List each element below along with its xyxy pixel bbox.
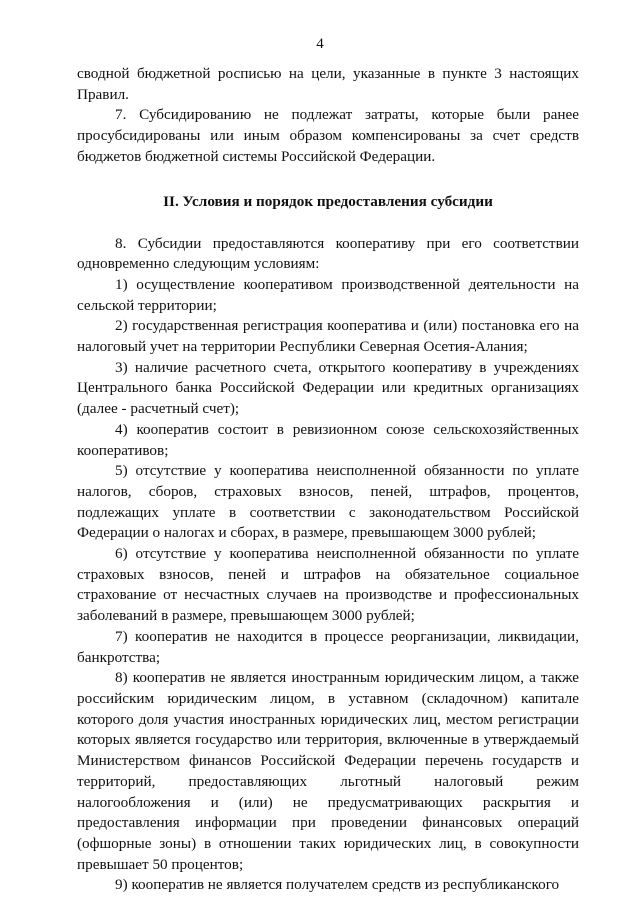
- condition-8: 8) кооператив не является иностранным юридическим лицом, а также российским юридическим лицом, в уставном (складочном) капитале которого доля участия иностранных юридических лиц, местом регистрации которых является государство или территория, включенные в утверждаемый Министерством финансов Российской Федерации перечень государств и территорий, предоставляющих льготный налоговый режим налогообложения и (или) не предусматривающих раскрытия и предоставления информации при проведении финансовых операций (офшорные зоны) в отношении таких юридических лиц, в совокупности превышает 50 процентов;: [77, 669, 579, 873]
- paragraph-item-8: 8. Субсидии предоставляются кооперативу при его соответствии одновременно следующим условиям:: [77, 234, 579, 273]
- condition-5: 5) отсутствие у кооператива неисполненной обязанности по уплате налогов, сборов, страховых взносов, пеней, штрафов, процентов, подлежащих уплате в соответствии с законодательством Российской Федерации о налогах и сборах, в размере, превышающем 3000 рублей;: [77, 462, 579, 542]
- condition-2: 2) государственная регистрация кооператива и (или) постановка его на налоговый учет на территории Республики Северная Осетия-Алания;: [77, 317, 579, 356]
- paragraph-item-7: 7. Субсидированию не подлежат затраты, которые были ранее просубсидированы или иным образом компенсированы за счет средств бюджетов бюджетной системы Российской Федерации.: [77, 106, 579, 165]
- condition-1: 1) осуществление кооперативом производственной деятельности на сельской территории;: [77, 275, 579, 314]
- paragraph-continuation: сводной бюджетной росписью на цели, указанные в пункте 3 настоящих Правил.: [77, 65, 579, 103]
- section-heading: II. Условия и порядок предоставления субсидии: [163, 192, 493, 210]
- condition-9: 9) кооператив не является получателем средств из республиканского: [115, 876, 560, 894]
- condition-7: 7) кооператив не находится в процессе реорганизации, ликвидации, банкротства;: [77, 627, 579, 666]
- condition-3: 3) наличие расчетного счета, открытого кооперативу в учреждениях Центрального банка Российской Федерации или кредитных организациях (далее - расчетный счет);: [77, 358, 579, 418]
- page-number: 4: [316, 36, 324, 52]
- document-body: [77, 64, 579, 896]
- condition-4: 4) кооператив состоит в ревизионном союзе сельскохозяйственных кооперативов;: [77, 420, 579, 459]
- condition-6: 6) отсутствие у кооператива неисполненной обязанности по уплате страховых взносов, пеней и штрафов на обязательное социальное страхование от несчастных случаев на производстве и профессиональных заболеваний в размере, превышающем 3000 рублей;: [77, 545, 579, 625]
